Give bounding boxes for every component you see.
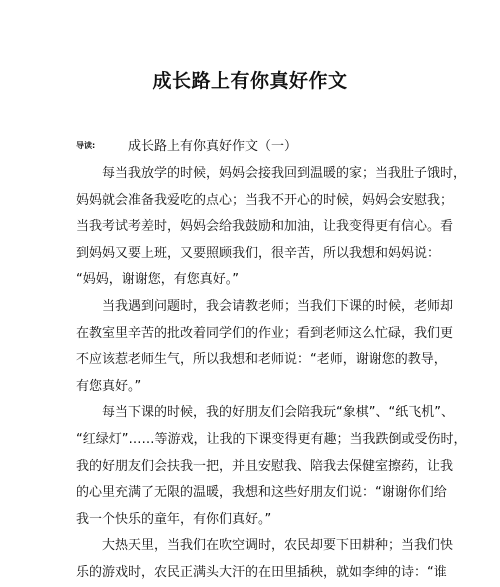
- page-title: 成长路上有你真好作文: [152, 70, 348, 92]
- text-line: 乐的游戏时，农民正满头大汗的在田里插秧，就如李绅的诗：“谁: [76, 564, 447, 580]
- text-line: 我一个快乐的童年，有你们真好。”: [76, 511, 272, 527]
- essay-subtitle: 成长路上有你真好作文（一）: [128, 139, 298, 154]
- essay-body: [76, 161, 467, 587]
- text-line: 每当我放学的时候，妈妈会接我回到温暖的家；当我肚子饿时，: [76, 166, 467, 181]
- text-line: 的心里充满了无限的温暖，我想和这些好朋友们说：“谢谢你们给: [76, 485, 447, 501]
- text-line: 妈妈就会准备我爱吃的点心；当我不开心的时候，妈妈会安慰我；: [76, 192, 454, 208]
- text-line: 不应该惹老师生气，所以我想和老师说：“老师，谢谢您的教导，: [76, 352, 447, 368]
- guide-row: [76, 135, 456, 155]
- text-line: “妈妈，谢谢您，有您真好。”: [76, 272, 239, 288]
- text-line: 我的好朋友们会扶我一把，并且安慰我、陪我去保健室擦药，让我: [76, 458, 454, 474]
- text-line: 大热天里，当我们在吹空调时，农民却要下田耕种；当我们快: [76, 538, 454, 554]
- text-line: 当我考试考差时，妈妈会给我鼓励和加油，让我变得更有信心。看: [76, 219, 454, 235]
- text-line: 当我遇到问题时，我会请教老师；当我们下课的时候，老师却: [76, 298, 454, 314]
- text-line: 每当下课的时候，我的好朋友们会陪我玩“象棋”、“纸飞机”、: [76, 405, 454, 421]
- text-line: “红绿灯”……等游戏，让我的下课变得更有趣；当我跌倒或受伤时，: [76, 431, 467, 447]
- text-line: 在教室里辛苦的批改着同学们的作业；看到老师这么忙碌，我们更: [76, 325, 454, 341]
- text-line: 有您真好。”: [76, 378, 142, 394]
- guide-label: 导读:: [76, 141, 96, 150]
- text-line: 到妈妈又要上班，又要照顾我们，很辛苦，所以我想和妈妈说：: [76, 245, 441, 261]
